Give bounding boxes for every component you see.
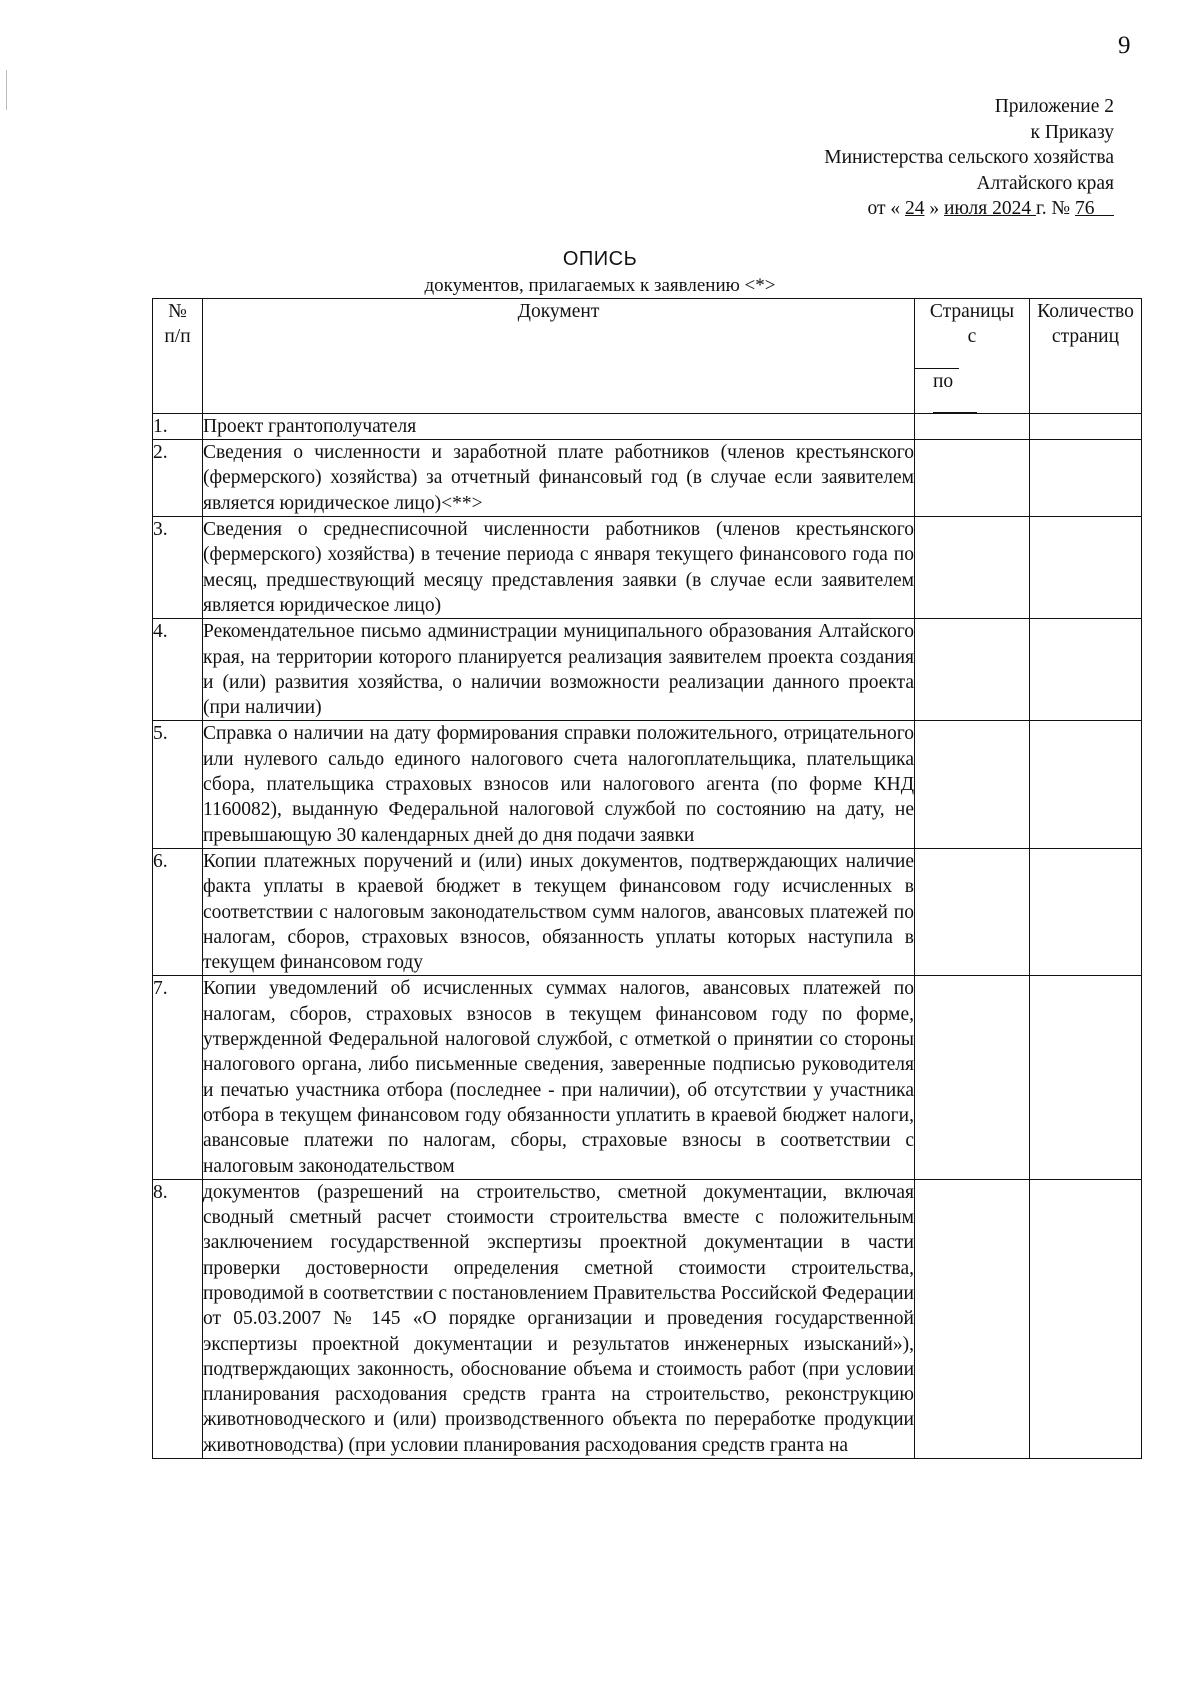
table-row bbox=[153, 440, 1142, 517]
inventory-table bbox=[152, 298, 1142, 1459]
row-pages-cell[interactable] bbox=[915, 413, 1030, 439]
row-number: 8. bbox=[153, 1179, 203, 1458]
page-number: 9 bbox=[1118, 32, 1131, 59]
row-number: 1. bbox=[153, 413, 203, 439]
header-num: № п/п bbox=[153, 299, 203, 414]
row-page-count-cell[interactable] bbox=[1030, 440, 1142, 517]
row-number: 3. bbox=[153, 517, 203, 619]
date-month-year: июля 2024 bbox=[944, 198, 1036, 219]
appendix-ministry: Министерства сельского хозяйства bbox=[824, 147, 1114, 168]
row-document: Копии уведомлений об исчисленных суммах налогов, авансовых платежей по налогам, сборов, страховых взносов в текущем финансовом году по форме, утвержденной Федеральной налоговой службой, с отметкой о принятии со стороны налогового органа, либо письменные сведения, заверенные подписью руководителя и печатью участника отбора (последнее - при наличии), об отсутствии у участника отбора в текущем финансовом году обязанности уплатить в краевой бюджет налоги, авансовые платежи по налогам, сборы, страховые взносы в соответствии с налоговым законодательством bbox=[203, 976, 915, 1179]
table-header-row bbox=[153, 299, 1142, 414]
table-row bbox=[153, 976, 1142, 1179]
row-page-count-cell[interactable] bbox=[1030, 976, 1142, 1179]
row-pages-cell[interactable] bbox=[915, 440, 1030, 517]
date-suffix: г. № bbox=[1035, 198, 1075, 219]
row-pages-cell[interactable] bbox=[915, 848, 1030, 975]
row-document: Проект грантополучателя bbox=[203, 413, 915, 439]
row-document: Сведения о численности и заработной плате работников (членов крестьянского (фермерского) хозяйства) за отчетный финансовый год (в случае если заявителем является юридическое лицо)<**> bbox=[203, 440, 915, 517]
row-pages-cell[interactable] bbox=[915, 517, 1030, 619]
row-page-count-cell[interactable] bbox=[1030, 619, 1142, 721]
row-page-count-cell[interactable] bbox=[1030, 721, 1142, 848]
order-number: 76 bbox=[1075, 198, 1095, 219]
row-number: 5. bbox=[153, 721, 203, 848]
table-row bbox=[153, 413, 1142, 439]
document-title: ОПИСЬ bbox=[562, 248, 638, 270]
date-middle: » bbox=[924, 198, 944, 219]
row-page-count-cell[interactable] bbox=[1030, 1179, 1142, 1458]
date-prefix: от « bbox=[867, 198, 905, 219]
row-document: документов (разрешений на строительство, сметной документации, включая сводный сметный расчет стоимости строительства вместе с положительным заключением государственной экспертизы проектной документации в части проверки достоверности определения сметной стоимости строительства, проводимой в соответствии с постановлением Правительства Российской Федерации от 05.03.2007 № 145 «О порядке организации и проведения государственной экспертизы проектной документации и результатов инженерных изысканий»), подтверждающих законность, обоснование объема и стоимость работ (при условии планирования расходования средств гранта на строительство, реконструкцию животноводческого и (или) производственного объекта по переработке продукции животноводства) (при условии планирования расходования средств гранта на bbox=[203, 1179, 915, 1458]
row-number: 7. bbox=[153, 976, 203, 1179]
row-page-count-cell[interactable] bbox=[1030, 517, 1142, 619]
scan-edge-mark bbox=[6, 70, 7, 110]
document-subtitle: документов, прилагаемых к заявлению <*> bbox=[424, 275, 776, 296]
header-pages: Страницы с по bbox=[915, 299, 1030, 414]
row-document: Справка о наличии на дату формирования справки положительного, отрицательного или нулевого сальдо единого налогового счета налогоплательщика, плательщика сбора, плательщика страховых взносов или налогового агента (по форме КНД 1160082), выданную Федеральной налоговой службой по состоянию на дату, не превышающую 30 календарных дней до дня подачи заявки bbox=[203, 721, 915, 848]
table-row bbox=[153, 1179, 1142, 1458]
date-day: 24 bbox=[905, 198, 925, 219]
row-document: Копии платежных поручений и (или) иных документов, подтверждающих наличие факта уплаты в краевой бюджет в текущем финансовом году исчисленных в соответствии с налоговым законодательством сумм налогов, авансовых платежей по налогам, сборов, страховых взносов, обязанность уплаты которых наступила в текущем финансовом году bbox=[203, 848, 915, 975]
table-row bbox=[153, 848, 1142, 975]
table-row bbox=[153, 721, 1142, 848]
header-page-count: Количество страниц bbox=[1030, 299, 1142, 414]
appendix-region: Алтайского края bbox=[976, 172, 1114, 194]
row-number: 6. bbox=[153, 848, 203, 975]
appendix-date-line bbox=[824, 196, 1114, 222]
table-row bbox=[153, 619, 1142, 721]
row-pages-cell[interactable] bbox=[915, 619, 1030, 721]
appendix-block bbox=[824, 94, 1114, 222]
row-number: 2. bbox=[153, 440, 203, 517]
table-row bbox=[153, 517, 1142, 619]
appendix-title: Приложение 2 bbox=[994, 96, 1114, 117]
row-number: 4. bbox=[153, 619, 203, 721]
row-pages-cell[interactable] bbox=[915, 1179, 1030, 1458]
row-document: Сведения о среднесписочной численности работников (членов крестьянского (фермерского) хозяйства) в течение периода с января текущего финансового года по месяц, предшествующий месяцу представления заявки (в случае если заявителем является юридическое лицо) bbox=[203, 517, 915, 619]
row-document: Рекомендательное письмо администрации муниципального образования Алтайского края, на территории которого планируется реализация заявителем проекта создания и (или) развития хозяйства, о наличии возможности реализации данного проекта (при наличии) bbox=[203, 619, 915, 721]
row-pages-cell[interactable] bbox=[915, 721, 1030, 848]
header-document: Документ bbox=[203, 299, 915, 414]
row-pages-cell[interactable] bbox=[915, 976, 1030, 1179]
row-page-count-cell[interactable] bbox=[1030, 413, 1142, 439]
row-page-count-cell[interactable] bbox=[1030, 848, 1142, 975]
appendix-order-ref: к Приказу bbox=[1030, 121, 1114, 143]
